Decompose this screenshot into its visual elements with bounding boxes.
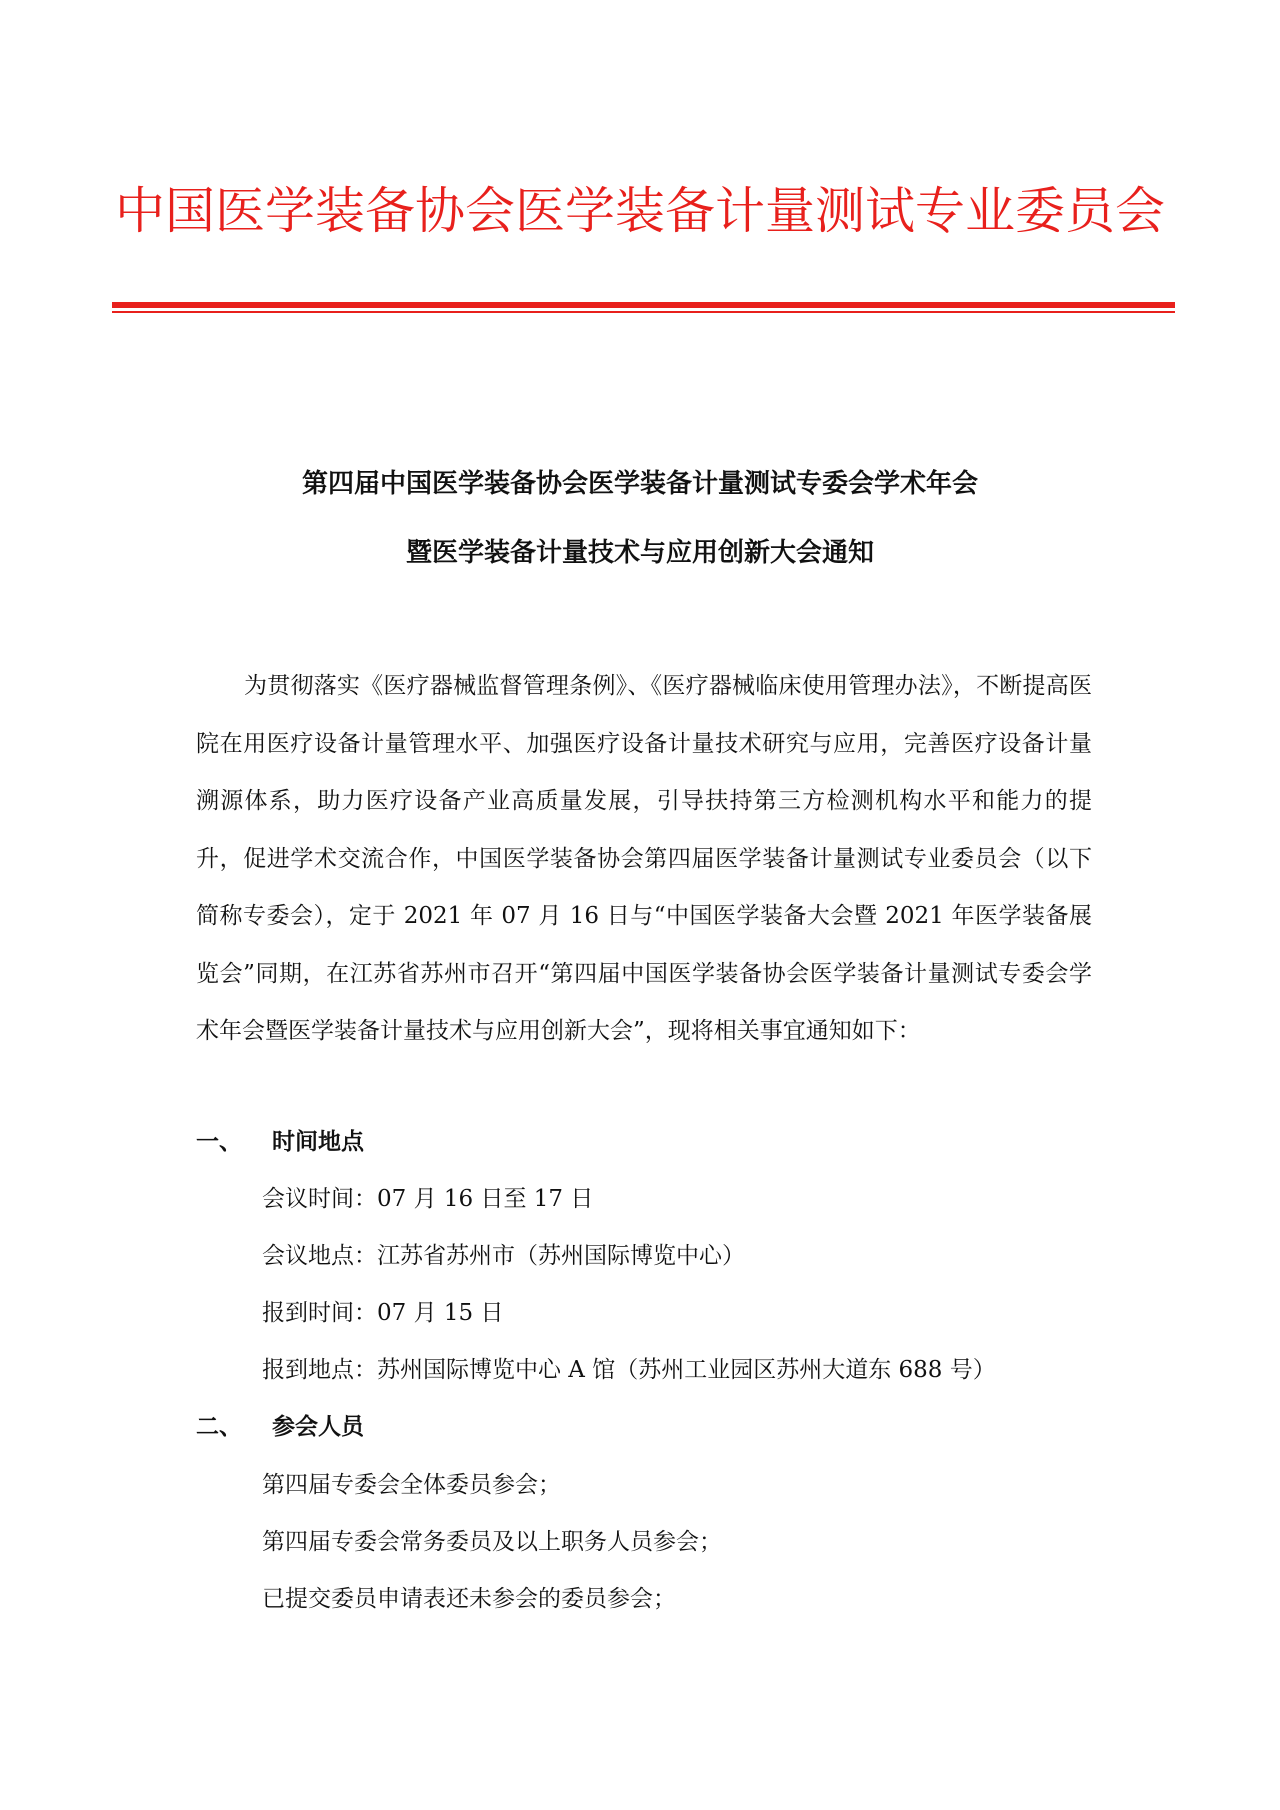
document-title-line-2: 暨医学装备计量技术与应用创新大会通知 <box>405 538 874 568</box>
section-number: 二、 <box>196 1414 242 1440</box>
section-number: 一、 <box>196 1129 242 1155</box>
check-in-location: 报到地点：苏州国际博览中心 A 馆（苏州工业园区苏州大道东 688 号） <box>262 1357 996 1383</box>
attendee-line: 第四届专委会全体委员参会； <box>262 1472 561 1498</box>
attendee-line: 已提交委员申请表还未参会的委员参会； <box>262 1586 676 1612</box>
letterhead-red-rule <box>112 302 1175 308</box>
meeting-location: 会议地点：江苏省苏州市（苏州国际博览中心） <box>262 1243 745 1269</box>
attendee-line: 第四届专委会常务委员及以上职务人员参会； <box>262 1529 722 1555</box>
section-title: 参会人员 <box>272 1414 364 1440</box>
letterhead-red-rule-thin <box>112 311 1175 313</box>
intro-paragraph: 为贯彻落实《医疗器械监督管理条例》、《医疗器械临床使用管理办法》，不断提高医院在用医疗设备计量管理水平、加强医疗设备计量技术研究与应用，完善医疗设备计量溯源体系，助力医疗设备产业高质量发展，引导扶持第三方检测机构水平和能力的提升，促进学术交流合作，中国医学装备协会第四届医学装备计量测试专业委员会（以下简称专委会），定于 2021 年 07 月 16 日与“中国医学装备大会暨 2021 年医学装备展览会”同期，在江苏省苏州市召开“第四届中国医学装备协会医学装备计量测试专委会学术年会暨医学装备计量技术与应用创新大会”，现将相关事宜通知如下： <box>196 673 1092 1044</box>
section-heading-time-location <box>196 1122 364 1162</box>
section-heading-attendees <box>196 1407 364 1447</box>
section-title: 时间地点 <box>272 1129 364 1155</box>
organization-title: 中国医学装备协会医学装备计量测试专业委员会 <box>115 182 1165 240</box>
meeting-time: 会议时间：07 月 16 日至 17 日 <box>262 1186 594 1212</box>
check-in-time: 报到时间：07 月 15 日 <box>262 1300 504 1326</box>
document-title-line-1: 第四届中国医学装备协会医学装备计量测试专委会学术年会 <box>301 469 978 499</box>
